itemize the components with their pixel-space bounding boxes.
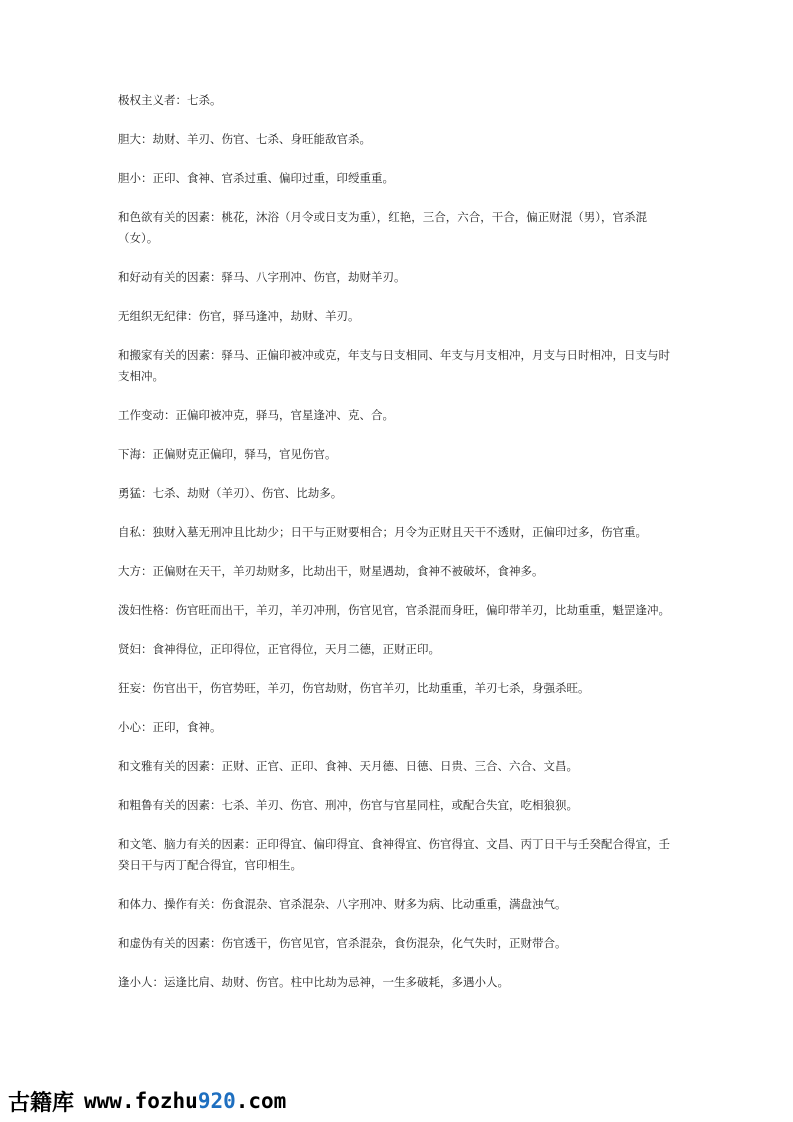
url-prefix: www.fozhu xyxy=(84,1089,198,1113)
paragraph: 和文雅有关的因素：正财、正官、正印、食神、天月德、日德、日贵、三合、六合、文昌。 xyxy=(118,759,578,773)
paragraph: 下海：正偏财克正偏印，驿马，官见伤官。 xyxy=(118,447,337,461)
paragraph: 工作变动：正偏印被冲克，驿马，官星逢冲、克、合。 xyxy=(118,408,394,422)
paragraph: 极权主义者：七杀。 xyxy=(118,93,222,107)
url-number: 920 xyxy=(197,1089,236,1113)
document-body xyxy=(118,90,678,1011)
paragraph: 贤妇：食神得位，正印得位，正官得位，天月二德，正财正印。 xyxy=(118,642,440,656)
paragraph: 小心：正印，食神。 xyxy=(118,720,222,734)
paragraph: 和粗鲁有关的因素：七杀、羊刃、伤官、刑冲，伤官与官星同柱，或配合失宜，吃相狼狈。 xyxy=(118,798,578,812)
paragraph: 和虚伪有关的因素：伤官透干，伤官见官，官杀混杂，食伤混杂，化气失时，正财带合。 xyxy=(118,936,567,950)
paragraph: 无组织无纪律：伤官，驿马逢冲，劫财、羊刃。 xyxy=(118,309,360,323)
site-url xyxy=(84,1089,286,1113)
paragraph: 狂妄：伤官出干，伤官势旺，羊刃，伤官劫财，伤官羊刃，比劫重重，羊刃七杀，身强杀旺。 xyxy=(118,681,590,695)
footer-watermark xyxy=(8,1085,286,1117)
paragraph: 和搬家有关的因素：驿马、正偏印被冲或克，年支与日支相同、年支与月支相冲，月支与日时相冲，日支与时支相冲。 xyxy=(118,348,670,383)
paragraph: 和文笔、脑力有关的因素：正印得宜、偏印得宜、食神得宜、伤官得宜、文昌、丙丁日干与壬癸配合得宜，壬癸日干与丙丁配合得宜，官印相生。 xyxy=(118,837,670,872)
brand-name: 古籍库 xyxy=(8,1090,75,1116)
paragraph: 逢小人：运逢比肩、劫财、伤官。柱中比劫为忌神，一生多破耗，多遇小人。 xyxy=(118,975,509,989)
paragraph: 和好动有关的因素：驿马、八字刑冲、伤官，劫财羊刃。 xyxy=(118,270,406,284)
paragraph: 和色欲有关的因素：桃花，沐浴（月令或日支为重），红艳，三合，六合，干合，偏正财混（男），官杀混（女）。 xyxy=(118,210,647,245)
paragraph: 自私：独财入墓无刑冲且比劫少；日干与正财要相合；月令为正财且天干不透财，正偏印过多，伤官重。 xyxy=(118,525,647,539)
paragraph: 胆大：劫财、羊刃、伤官、七杀、身旺能敌官杀。 xyxy=(118,132,371,146)
url-suffix: .com xyxy=(235,1089,287,1113)
paragraph: 泼妇性格：伤官旺而出干，羊刃，羊刃冲刑，伤官见官，官杀混而身旺，偏印带羊刃，比劫重重，魁罡逢冲。 xyxy=(118,603,670,617)
paragraph: 胆小：正印、食神、官杀过重、偏印过重，印绶重重。 xyxy=(118,171,394,185)
paragraph: 大方：正偏财在天干，羊刃劫财多，比劫出干，财星遇劫，食神不被破坏，食神多。 xyxy=(118,564,544,578)
paragraph: 和体力、操作有关：伤食混杂、官杀混杂、八字刑冲、财多为病、比动重重，满盘浊气。 xyxy=(118,897,567,911)
paragraph: 勇猛：七杀、劫财（羊刃）、伤官、比劫多。 xyxy=(118,486,343,500)
